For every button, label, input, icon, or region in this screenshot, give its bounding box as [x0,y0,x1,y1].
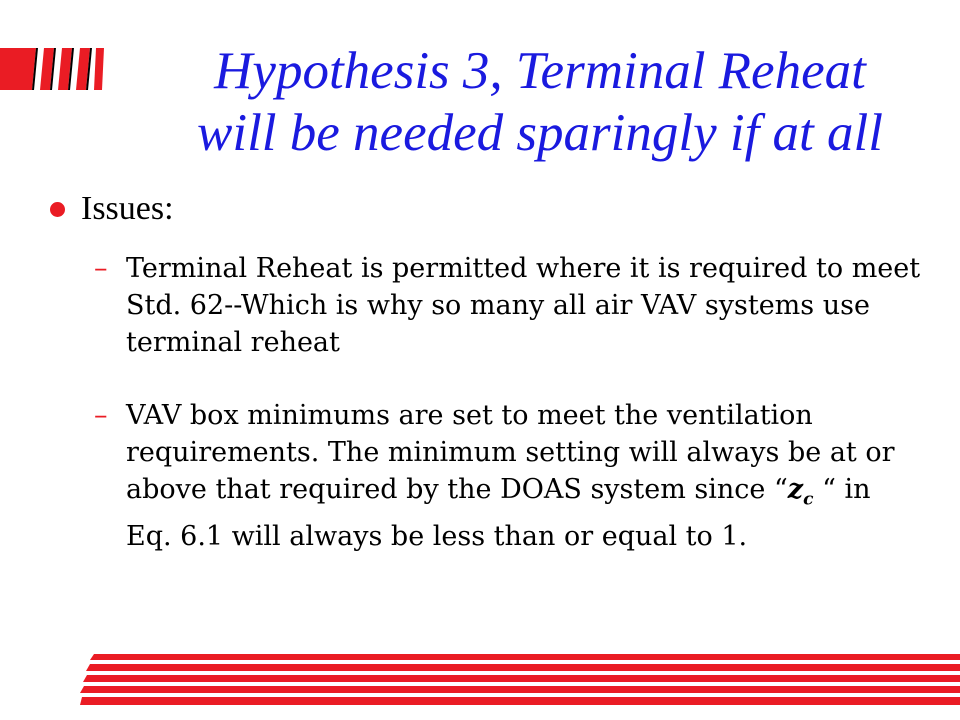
sub-bullet-1 [94,250,924,361]
bullet-label: Issues: [81,190,174,227]
title-line-2: will be needed sparingly if at all [197,104,883,162]
bullet-issues [50,190,174,228]
dash-icon: – [94,400,108,431]
slide-title [140,40,940,164]
logo-stripes-icon [0,46,104,92]
sub-bullet-2-text [126,397,924,555]
sub-bullet-2-part-b: “ in Eq. 6.1 will always be less than or equal to 1. [126,474,871,553]
title-line-1: Hypothesis 3, Terminal Reheat [214,42,866,100]
sub-bullet-2-part-a: VAV box minimums are set to meet the ventilation requirements. The minimum setting will always be at or above that required by the DOAS system since “ [126,400,895,505]
variable-subscript: c [803,489,814,510]
sub-bullet-1-text: Terminal Reheat is permitted where it is required to meet Std. 62--Which is why so many all air VAV systems use terminal reheat [126,253,921,358]
bullet-dot-icon [50,202,65,217]
sub-bullet-2 [94,397,924,555]
footer-stripes [80,650,960,710]
variable-z: $z_c$ [787,474,814,510]
dash-icon: – [94,253,108,284]
